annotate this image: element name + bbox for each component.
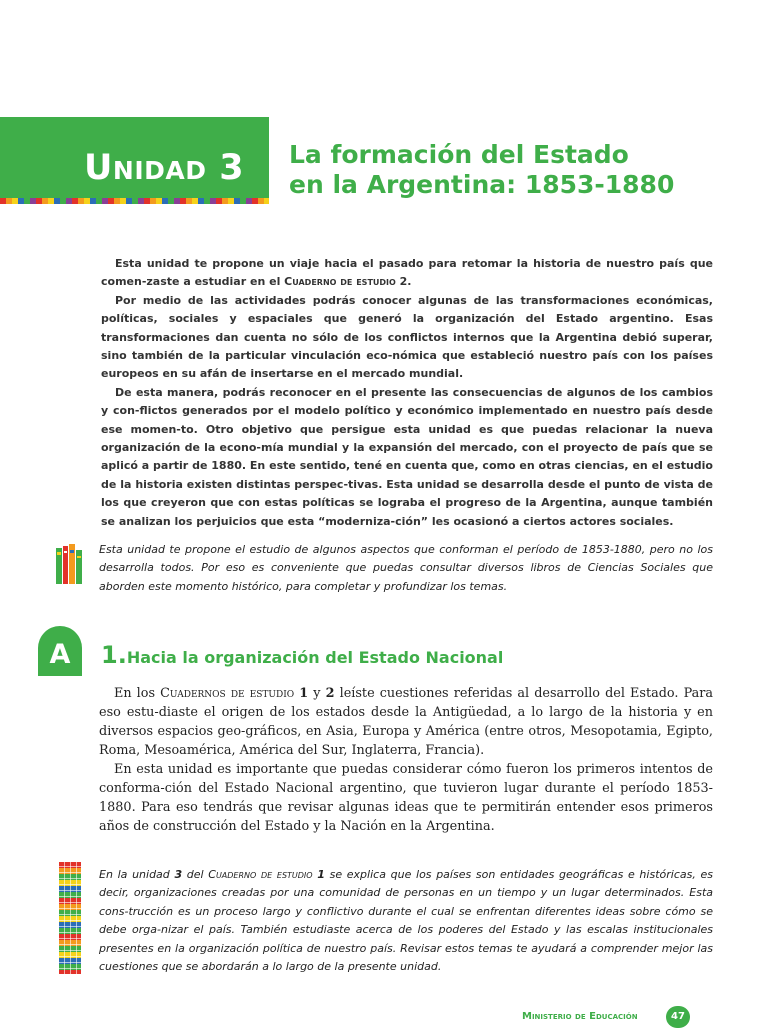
title-line-2: en la Argentina: 1853-1880 [289,170,675,199]
note-books: Esta unidad te propone el estudio de algunos aspectos que conforman el período de 1853-1880, pero no los desarrolla todos. Por eso es conveniente que puedas consultar diversos libros de Ciencias Sociales que aborden este momento histórico, para completar y profundizar los temas. [99,543,713,593]
page-number: 47 [666,1006,690,1028]
body-p1-start: En los [114,686,161,701]
note2-b: del [182,868,209,881]
mosaic-decoration [59,862,81,974]
unit-word-first: U [84,148,113,188]
unit-label [84,146,244,193]
intro-p1-end: 2. [395,275,412,289]
section-body [99,684,713,836]
body-p1-num1: 1 [299,686,309,701]
body-p1-end: leíste cuestiones referidas al desarrollo del Estado. Para eso estu-diaste el origen de los estados desde la Antigüedad, a lo largo de la historia y en diversos espacios geo-gráficos, en Asia, Europa y América (entre otros, Mesopotamia, Egipto, Roma, Mesoamérica, América del Sur, Inglaterra, Francia). [99,686,713,758]
books-icon [56,542,82,584]
body-p1-num2: 2 [325,686,335,701]
note2-a: En la unidad [99,868,175,881]
note2-c: se explica que los países son entidades geográficas e históricas, es decir, organizaciones creadas por una comunidad de personas en un tiempo y un lugar determinados. Esta cons-trucción es un proceso largo y conflictivo durante el cual se enfrentan diferentes ideas sobre cómo se debe orga-nizar el país. También estudiaste acerca de los poderes del Estado y las escalas institucionales presentes en la organización política de nuestro país. Revisar estos temas te ayudará a comprender mejor las cuestiones que se abordarán a lo largo de la presente unidad. [99,868,714,974]
note2-ref: Cuaderno de estudio [208,868,313,881]
intro-text [101,255,713,531]
unit-word-rest: NIDAD [112,156,207,185]
body-p1-ref: Cuadernos de estudio [160,686,295,701]
section-heading [101,641,503,672]
section-badge: A [38,626,82,676]
note2-num2: 1 [317,868,325,881]
intro-paragraph-3: De esta manera, podrás reconocer en el presente las consecuencias de algunos de los cambios y con-flictos generados por el modelo político y económico implementado en nuestro país desde ese momen-to. Otro objetivo que persigue esta unidad es que puedas relacionar la nueva organización de la econo-mía mundial y la expansión del mercado, con el proyecto de país que se aplicó a partir de 1880. En este sentido, tené en cuenta que, como en otras ciencias, en el estudio de la historia existen distintas perspec-tivas. Esta unidad se desarrolla desde el punto de vista de los que creyeron que con estas políticas se lograba el progreso de la Argentina, aunque también se analizan los perjuicios que esta “moderniza-ción” les ocasionó a ciertos actores sociales. [101,385,713,528]
intro-p1-text: Esta unidad te propone un viaje hacia el pasado para retomar la historia de nuestro país que comen-zaste a estudiar en el [101,257,713,289]
body-paragraph-2: En esta unidad es importante que puedas considerar cómo fueron los primeros intentos de conforma-ción del Estado Nacional argentino, que tuvieron lugar durante el período 1853-1880. Para eso tendrás que revisar algunas ideas que te permitirán entender esos primeros años de construcción del Estado y la Nación en la Argentina. [99,762,713,834]
footer-ministry: Ministerio de Educación [522,1011,638,1022]
intro-paragraph-2: Por medio de las actividades podrás conocer algunas de las transformaciones económicas, políticas, sociales y espaciales que generó la organización del Estado argentino. Esas transformaciones dan cuenta no sólo de los conflictos internos que la Argentina debió superar, sino también de la particular vinculación eco-nómica que estableció nuestro país con los países europeos en su afán de insertarse en el mercado mundial. [101,293,713,381]
color-stripe [0,198,269,204]
intro-paragraph-1 [101,255,713,292]
intro-p1-ref: Cuaderno de estudio [284,275,396,289]
section-title: Hacia la organización del Estado Nacional [126,648,504,667]
section-number: 1. [101,641,127,669]
page-title [289,140,749,200]
note-review [99,866,713,976]
note2-num1: 3 [174,868,183,881]
body-paragraph-1 [99,684,713,760]
unit-number: 3 [219,148,245,188]
body-p1-y: y [308,686,326,701]
title-line-1: La formación del Estado [289,140,629,169]
